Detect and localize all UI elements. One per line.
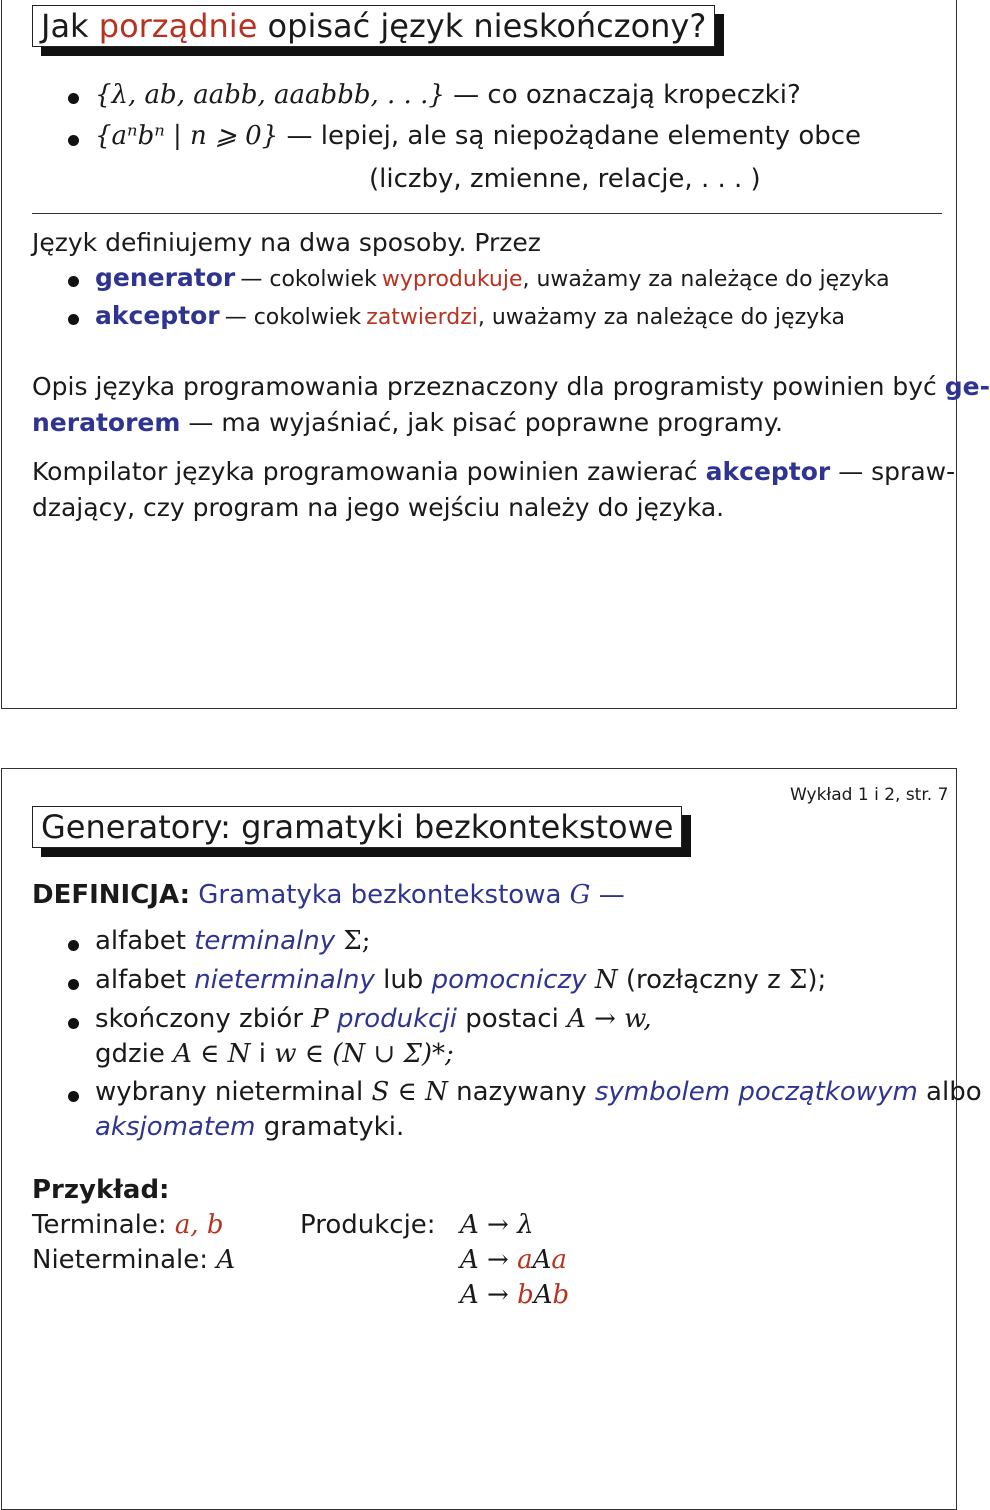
divider xyxy=(32,213,942,214)
nonterminals-value: A xyxy=(216,1245,236,1275)
definition-item-4-continuation xyxy=(95,1112,404,1142)
lecture-reference: Wykład 1 i 2, str. 7 xyxy=(790,785,949,805)
item-text: alfabet xyxy=(95,965,186,995)
item-text: i xyxy=(258,1039,266,1069)
generator-verb: wyprodukuje xyxy=(381,267,523,292)
acceptor-mid: — cokolwiek xyxy=(224,305,362,330)
item-text: ); xyxy=(807,965,827,995)
slide-2 xyxy=(1,768,982,1510)
bullet-icon xyxy=(68,314,79,325)
terminals-value: a, b xyxy=(174,1210,224,1240)
acceptor-end: , uważamy za należące do języka xyxy=(477,305,845,330)
definition-item-2 xyxy=(95,965,826,995)
definition-item-1 xyxy=(95,926,371,956)
example-terminals xyxy=(32,1210,224,1240)
bullet-icon xyxy=(68,276,79,287)
item-formula: w ∈ (N ∪ Σ)*; xyxy=(274,1039,454,1069)
definition-dash: — xyxy=(598,880,625,910)
production-terminal: a xyxy=(517,1245,533,1275)
paragraph-1-text: Opis języka programowania przeznaczony dla programisty powinien być xyxy=(32,372,937,401)
paragraph-1-term-part-a: ge- xyxy=(944,372,990,401)
generator-mid: — cokolwiek xyxy=(240,267,377,292)
slide-title xyxy=(32,5,715,47)
production-rhs: λ xyxy=(517,1210,534,1240)
item-term: aksjomatem xyxy=(95,1112,256,1142)
production-nonterminal: A xyxy=(533,1280,553,1310)
definition-line xyxy=(32,880,625,910)
paragraph-1-text-2: — ma wyjaśniać, jak pisać poprawne programy. xyxy=(188,408,783,437)
definition-item-4 xyxy=(95,1077,982,1107)
item-text: nazywany xyxy=(456,1077,587,1107)
item-text: (rozłączny z xyxy=(625,965,781,995)
title-highlight: porządnie xyxy=(98,7,258,45)
bullet-icon xyxy=(68,93,79,104)
production-2 xyxy=(460,1245,567,1275)
item-term: symbolem początkowym xyxy=(594,1077,918,1107)
definition-label: DEFINICJA: xyxy=(32,880,190,910)
terminals-label: Terminale: xyxy=(32,1210,167,1240)
production-terminal: b xyxy=(552,1280,570,1310)
paragraph-2-line-1 xyxy=(32,457,955,486)
item-text: gdzie xyxy=(95,1039,165,1069)
paragraph-2-text-b: — spraw- xyxy=(838,457,956,486)
item-text: skończony zbiór xyxy=(95,1004,304,1034)
bullet-icon xyxy=(68,940,79,951)
item-symbol: N xyxy=(594,965,618,995)
example-label: Przykład: xyxy=(32,1175,170,1205)
title-rest: opisać język nieskończony? xyxy=(267,7,707,45)
acceptor-verb: zatwierdzi xyxy=(366,305,478,330)
definition-item-3 xyxy=(95,1004,652,1034)
item-symbol: Σ; xyxy=(343,926,371,956)
item-term: pomocniczy xyxy=(431,965,587,995)
paragraph-2-line-2: dzający, czy program na jego wejściu należy do języka. xyxy=(32,493,725,522)
productions-label: Produkcje: xyxy=(300,1210,436,1240)
production-1 xyxy=(460,1210,534,1240)
paragraph-1-term-part-b: neratorem xyxy=(32,408,181,437)
acceptor-term: akceptor xyxy=(95,301,220,330)
definition-item-3-continuation xyxy=(95,1039,454,1069)
paragraph-1-line-2 xyxy=(32,408,783,437)
example-nonterminals xyxy=(32,1245,235,1275)
bullet-icon xyxy=(68,979,79,990)
bullet-icon xyxy=(68,1091,79,1102)
bullet-1 xyxy=(95,80,801,110)
item-term: produkcji xyxy=(337,1004,457,1034)
item-formula: A ∈ N xyxy=(173,1039,251,1069)
item-formula: S ∈ N xyxy=(371,1077,448,1107)
title-word: Jak xyxy=(41,7,89,45)
item-text: albo xyxy=(926,1077,982,1107)
definition-text: Gramatyka bezkontekstowa xyxy=(198,880,562,910)
language-set-2: {aⁿbⁿ | n ⩾ 0} xyxy=(95,121,279,151)
item-text: postaci xyxy=(465,1004,559,1034)
bullet-2-text: — lepiej, ale są niepożądane elementy obce xyxy=(286,121,862,151)
item-term: nieterminalny xyxy=(194,965,375,995)
generator-end: , uważamy za należące do języka xyxy=(522,267,890,292)
item-term: terminalny xyxy=(194,926,336,956)
generator-item xyxy=(95,263,890,292)
production-nonterminal: A xyxy=(532,1245,552,1275)
production-lhs: A → xyxy=(460,1245,518,1275)
paragraph-2-text: Kompilator języka programowania powinien zawierać xyxy=(32,457,698,486)
production-lhs: A → xyxy=(460,1210,518,1240)
paragraph-1-line-1 xyxy=(32,372,990,401)
production-terminal: b xyxy=(517,1280,534,1310)
production-lhs: A → xyxy=(460,1280,518,1310)
language-set-1: {λ, ab, aabb, aaabbb, . . .} xyxy=(95,80,445,110)
item-symbol: Σ xyxy=(788,965,808,995)
item-symbol: P xyxy=(311,1004,329,1034)
production-3 xyxy=(460,1280,569,1310)
item-text: wybrany nieterminal xyxy=(95,1077,364,1107)
bullet-icon xyxy=(68,1018,79,1029)
bullet-2-continuation: (liczby, zmienne, relacje, . . . ) xyxy=(369,164,761,194)
item-text: alfabet xyxy=(95,926,186,956)
item-text: lub xyxy=(383,965,424,995)
bullet-2 xyxy=(95,121,861,151)
item-formula: A → w, xyxy=(567,1004,652,1034)
slide-1 xyxy=(1,0,990,709)
paragraph-2-term: akceptor xyxy=(705,457,831,486)
acceptor-item xyxy=(95,301,845,330)
definition-symbol: G xyxy=(569,880,591,910)
production-terminal: a xyxy=(551,1245,567,1275)
bullet-icon xyxy=(68,135,79,146)
generator-term: generator xyxy=(95,263,236,292)
bullet-1-text: — co oznaczają kropeczki? xyxy=(453,80,801,110)
nonterminals-label: Nieterminale: xyxy=(32,1245,209,1275)
item-text: gramatyki. xyxy=(263,1112,405,1142)
slide-title: Generatory: gramatyki bezkontekstowe xyxy=(32,806,682,848)
intro-text: Język definiujemy na dwa sposoby. Przez xyxy=(32,228,541,257)
